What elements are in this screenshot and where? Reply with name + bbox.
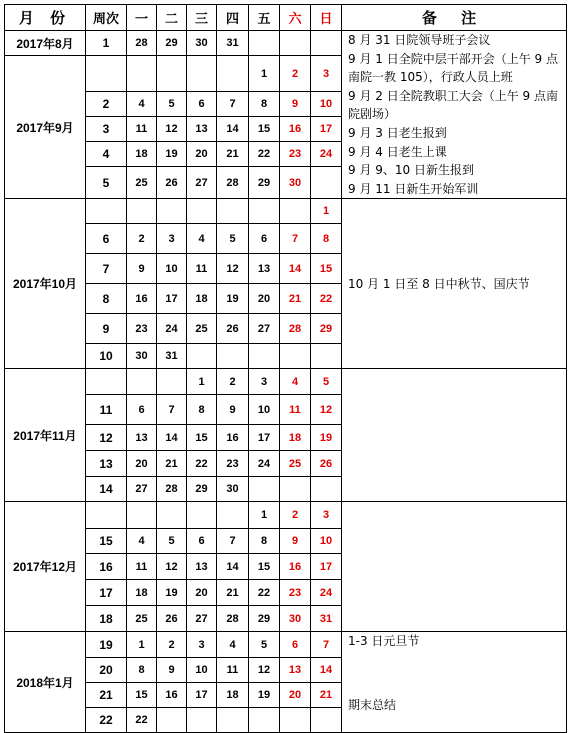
- header-sun: 日: [311, 5, 342, 31]
- week-number: 1: [86, 31, 127, 56]
- day-cell-sat: 9: [280, 92, 311, 117]
- note-line: 9 月 3 日老生报到: [348, 125, 447, 140]
- day-cell-fri: [249, 344, 280, 369]
- week-number: 16: [86, 554, 127, 580]
- day-cell-sat: [280, 477, 311, 502]
- day-cell-sat: 14: [280, 254, 311, 284]
- day-cell-fri: 10: [249, 395, 280, 425]
- notes-cell: [342, 632, 567, 733]
- day-cell-mon: 8: [127, 658, 157, 683]
- day-cell-wed: [187, 708, 217, 733]
- day-cell-wed: 20: [187, 142, 217, 167]
- day-cell-sat: 4: [280, 369, 311, 395]
- header-thu: 四: [217, 5, 249, 31]
- note-line: 8 月 31 日院领导班子会议: [348, 33, 491, 47]
- header-tue: 二: [157, 5, 187, 31]
- day-cell-mon: 15: [127, 683, 157, 708]
- day-cell-fri: 15: [249, 117, 280, 142]
- day-cell-sun: 3: [311, 502, 342, 529]
- day-cell-fri: 22: [249, 142, 280, 167]
- day-cell-wed: 3: [187, 632, 217, 658]
- week-number: 9: [86, 314, 127, 344]
- day-cell-wed: 30: [187, 31, 217, 56]
- day-cell-thu: 28: [217, 606, 249, 632]
- day-cell-thu: 18: [217, 683, 249, 708]
- day-cell-thu: 21: [217, 580, 249, 606]
- day-cell-thu: 2: [217, 369, 249, 395]
- day-cell-mon: 28: [127, 31, 157, 56]
- day-cell-fri: [249, 708, 280, 733]
- day-cell-sat: 7: [280, 224, 311, 254]
- day-cell-sun: 24: [311, 142, 342, 167]
- day-cell-sat: 20: [280, 683, 311, 708]
- week-number: 10: [86, 344, 127, 369]
- day-cell-thu: [217, 56, 249, 92]
- day-cell-sat: 11: [280, 395, 311, 425]
- day-cell-tue: 7: [157, 395, 187, 425]
- day-cell-tue: 12: [157, 554, 187, 580]
- day-cell-thu: 7: [217, 529, 249, 554]
- week-row: [5, 502, 567, 529]
- day-cell-fri: 1: [249, 502, 280, 529]
- day-cell-thu: 14: [217, 117, 249, 142]
- calendar-body: [5, 31, 567, 733]
- day-cell-fri: 8: [249, 529, 280, 554]
- note-line: 1-3 日元旦节: [348, 634, 420, 649]
- week-number: 17: [86, 580, 127, 606]
- note-line: 南院一教 105），行政人员上班: [348, 70, 513, 85]
- day-cell-tue: 10: [157, 254, 187, 284]
- day-cell-mon: 4: [127, 92, 157, 117]
- day-cell-wed: 6: [187, 529, 217, 554]
- day-cell-fri: 3: [249, 369, 280, 395]
- day-cell-sun: [311, 477, 342, 502]
- day-cell-fri: [249, 31, 280, 56]
- day-cell-sun: 31: [311, 606, 342, 632]
- day-cell-tue: [157, 199, 187, 224]
- day-cell-mon: 18: [127, 142, 157, 167]
- day-cell-sun: 15: [311, 254, 342, 284]
- week-number: 22: [86, 708, 127, 733]
- day-cell-fri: 13: [249, 254, 280, 284]
- day-cell-wed: 27: [187, 167, 217, 199]
- note-line: 期末总结: [348, 697, 397, 712]
- week-number: 2: [86, 92, 127, 117]
- week-number: 20: [86, 658, 127, 683]
- day-cell-sat: 2: [280, 56, 311, 92]
- day-cell-tue: [157, 502, 187, 529]
- month-label: 2017年8月: [5, 31, 86, 56]
- day-cell-mon: 27: [127, 477, 157, 502]
- note-line: 9 月 11 日新生开始军训: [348, 181, 479, 196]
- day-cell-tue: 12: [157, 117, 187, 142]
- week-number: 11: [86, 395, 127, 425]
- day-cell-sat: 21: [280, 284, 311, 314]
- week-number: 8: [86, 284, 127, 314]
- day-cell-wed: 4: [187, 224, 217, 254]
- week-number: 3: [86, 117, 127, 142]
- day-cell-mon: 11: [127, 117, 157, 142]
- day-cell-tue: [157, 56, 187, 92]
- day-cell-sat: 30: [280, 167, 311, 199]
- day-cell-tue: 9: [157, 658, 187, 683]
- day-cell-mon: 30: [127, 344, 157, 369]
- day-cell-wed: 6: [187, 92, 217, 117]
- day-cell-sun: 3: [311, 56, 342, 92]
- day-cell-mon: 9: [127, 254, 157, 284]
- day-cell-fri: 24: [249, 451, 280, 477]
- day-cell-wed: 17: [187, 683, 217, 708]
- day-cell-fri: 29: [249, 167, 280, 199]
- day-cell-wed: 11: [187, 254, 217, 284]
- note-line: 院剧场）: [348, 107, 397, 122]
- week-number: [86, 56, 127, 92]
- day-cell-sun: 17: [311, 554, 342, 580]
- day-cell-sun: 14: [311, 658, 342, 683]
- day-cell-tue: 16: [157, 683, 187, 708]
- day-cell-fri: 17: [249, 425, 280, 451]
- day-cell-tue: 28: [157, 477, 187, 502]
- header-row: [5, 5, 567, 31]
- day-cell-mon: 22: [127, 708, 157, 733]
- day-cell-wed: 13: [187, 554, 217, 580]
- school-calendar: [4, 4, 567, 733]
- notes-cell: [342, 31, 567, 199]
- day-cell-sat: 16: [280, 117, 311, 142]
- day-cell-tue: 26: [157, 167, 187, 199]
- day-cell-sat: [280, 199, 311, 224]
- week-row: [5, 31, 567, 56]
- day-cell-tue: 5: [157, 529, 187, 554]
- day-cell-sun: 5: [311, 369, 342, 395]
- day-cell-sat: [280, 344, 311, 369]
- day-cell-sat: 25: [280, 451, 311, 477]
- day-cell-fri: 29: [249, 606, 280, 632]
- day-cell-sat: 2: [280, 502, 311, 529]
- day-cell-mon: 4: [127, 529, 157, 554]
- day-cell-sun: 29: [311, 314, 342, 344]
- day-cell-wed: 29: [187, 477, 217, 502]
- week-number: 12: [86, 425, 127, 451]
- day-cell-sun: 24: [311, 580, 342, 606]
- day-cell-wed: [187, 344, 217, 369]
- day-cell-wed: 22: [187, 451, 217, 477]
- day-cell-thu: 12: [217, 254, 249, 284]
- day-cell-sat: 16: [280, 554, 311, 580]
- day-cell-wed: 10: [187, 658, 217, 683]
- day-cell-sun: [311, 708, 342, 733]
- day-cell-wed: 1: [187, 369, 217, 395]
- day-cell-thu: 30: [217, 477, 249, 502]
- day-cell-tue: 19: [157, 580, 187, 606]
- day-cell-sun: 10: [311, 529, 342, 554]
- day-cell-tue: 3: [157, 224, 187, 254]
- day-cell-fri: 20: [249, 284, 280, 314]
- day-cell-thu: 4: [217, 632, 249, 658]
- week-number: 13: [86, 451, 127, 477]
- day-cell-wed: [187, 199, 217, 224]
- day-cell-tue: 19: [157, 142, 187, 167]
- day-cell-mon: 6: [127, 395, 157, 425]
- week-row: [5, 632, 567, 658]
- day-cell-thu: 19: [217, 284, 249, 314]
- week-row: [5, 369, 567, 395]
- notes-cell: [342, 369, 567, 502]
- week-number: 6: [86, 224, 127, 254]
- note-line: 9 月 2 日全院教职工大会（上午 9 点南: [348, 88, 558, 103]
- day-cell-sat: 9: [280, 529, 311, 554]
- day-cell-sun: [311, 344, 342, 369]
- day-cell-mon: 25: [127, 606, 157, 632]
- day-cell-thu: [217, 502, 249, 529]
- week-number: [86, 369, 127, 395]
- header-sat: 六: [280, 5, 311, 31]
- day-cell-sun: 26: [311, 451, 342, 477]
- day-cell-tue: 24: [157, 314, 187, 344]
- day-cell-wed: 8: [187, 395, 217, 425]
- day-cell-sat: 18: [280, 425, 311, 451]
- day-cell-wed: 25: [187, 314, 217, 344]
- day-cell-sat: 23: [280, 142, 311, 167]
- day-cell-mon: 18: [127, 580, 157, 606]
- day-cell-fri: [249, 477, 280, 502]
- day-cell-thu: [217, 199, 249, 224]
- week-number: 14: [86, 477, 127, 502]
- day-cell-fri: 8: [249, 92, 280, 117]
- header-wed: 三: [187, 5, 217, 31]
- day-cell-thu: [217, 708, 249, 733]
- header-mon: 一: [127, 5, 157, 31]
- week-number: 4: [86, 142, 127, 167]
- day-cell-tue: 5: [157, 92, 187, 117]
- day-cell-mon: 11: [127, 554, 157, 580]
- note-line: 9 月 4 日老生上课: [348, 144, 447, 159]
- day-cell-sun: [311, 31, 342, 56]
- day-cell-wed: [187, 502, 217, 529]
- month-label: 2018年1月: [5, 632, 86, 733]
- day-cell-fri: 27: [249, 314, 280, 344]
- notes-cell: [342, 502, 567, 632]
- day-cell-mon: 25: [127, 167, 157, 199]
- day-cell-thu: 9: [217, 395, 249, 425]
- notes-cell: [342, 199, 567, 369]
- week-number: [86, 199, 127, 224]
- day-cell-sun: 8: [311, 224, 342, 254]
- calendar-table: [4, 4, 567, 733]
- day-cell-tue: 2: [157, 632, 187, 658]
- week-row: [5, 199, 567, 224]
- note-line: 9 月 9、10 日新生报到: [348, 163, 474, 178]
- month-label: 2017年11月: [5, 369, 86, 502]
- day-cell-thu: 5: [217, 224, 249, 254]
- day-cell-sat: 6: [280, 632, 311, 658]
- header-month: 月 份: [5, 5, 86, 31]
- month-label: 2017年12月: [5, 502, 86, 632]
- day-cell-mon: 23: [127, 314, 157, 344]
- day-cell-thu: 16: [217, 425, 249, 451]
- day-cell-mon: 16: [127, 284, 157, 314]
- day-cell-sun: 12: [311, 395, 342, 425]
- day-cell-tue: [157, 369, 187, 395]
- day-cell-fri: 12: [249, 658, 280, 683]
- week-number: 7: [86, 254, 127, 284]
- day-cell-tue: [157, 708, 187, 733]
- week-number: 21: [86, 683, 127, 708]
- day-cell-sun: 7: [311, 632, 342, 658]
- day-cell-sat: 28: [280, 314, 311, 344]
- day-cell-sat: 13: [280, 658, 311, 683]
- day-cell-sun: 22: [311, 284, 342, 314]
- day-cell-wed: 20: [187, 580, 217, 606]
- day-cell-sun: [311, 167, 342, 199]
- day-cell-tue: 29: [157, 31, 187, 56]
- day-cell-sat: [280, 708, 311, 733]
- day-cell-wed: [187, 56, 217, 92]
- day-cell-thu: 21: [217, 142, 249, 167]
- day-cell-fri: 6: [249, 224, 280, 254]
- month-label: 2017年9月: [5, 56, 86, 199]
- header-week: 周次: [86, 5, 127, 31]
- week-number: 15: [86, 529, 127, 554]
- day-cell-sun: 17: [311, 117, 342, 142]
- day-cell-thu: 31: [217, 31, 249, 56]
- week-number: [86, 502, 127, 529]
- day-cell-tue: 21: [157, 451, 187, 477]
- day-cell-mon: [127, 199, 157, 224]
- day-cell-sun: 19: [311, 425, 342, 451]
- week-number: 5: [86, 167, 127, 199]
- day-cell-mon: [127, 56, 157, 92]
- day-cell-fri: 15: [249, 554, 280, 580]
- day-cell-wed: 27: [187, 606, 217, 632]
- day-cell-fri: 1: [249, 56, 280, 92]
- day-cell-fri: 19: [249, 683, 280, 708]
- day-cell-wed: 18: [187, 284, 217, 314]
- day-cell-tue: 17: [157, 284, 187, 314]
- month-label: 2017年10月: [5, 199, 86, 369]
- header-notes: 备 注: [342, 5, 567, 31]
- day-cell-tue: 14: [157, 425, 187, 451]
- note-line: 9 月 1 日全院中层干部开会（上午 9 点: [348, 51, 558, 66]
- day-cell-thu: 11: [217, 658, 249, 683]
- day-cell-mon: 13: [127, 425, 157, 451]
- day-cell-tue: 31: [157, 344, 187, 369]
- day-cell-mon: [127, 502, 157, 529]
- day-cell-mon: [127, 369, 157, 395]
- day-cell-thu: 23: [217, 451, 249, 477]
- day-cell-mon: 1: [127, 632, 157, 658]
- day-cell-thu: 14: [217, 554, 249, 580]
- day-cell-mon: 20: [127, 451, 157, 477]
- day-cell-sat: 30: [280, 606, 311, 632]
- header-fri: 五: [249, 5, 280, 31]
- day-cell-wed: 13: [187, 117, 217, 142]
- day-cell-sun: 10: [311, 92, 342, 117]
- day-cell-sat: [280, 31, 311, 56]
- week-number: 19: [86, 632, 127, 658]
- day-cell-sun: 1: [311, 199, 342, 224]
- day-cell-fri: 5: [249, 632, 280, 658]
- day-cell-thu: 7: [217, 92, 249, 117]
- day-cell-mon: 2: [127, 224, 157, 254]
- day-cell-thu: 26: [217, 314, 249, 344]
- note-line: 10 月 1 日至 8 日中秋节、国庆节: [348, 276, 530, 291]
- day-cell-fri: 22: [249, 580, 280, 606]
- day-cell-sun: 21: [311, 683, 342, 708]
- day-cell-tue: 26: [157, 606, 187, 632]
- day-cell-fri: [249, 199, 280, 224]
- day-cell-sat: 23: [280, 580, 311, 606]
- day-cell-thu: [217, 344, 249, 369]
- week-number: 18: [86, 606, 127, 632]
- day-cell-thu: 28: [217, 167, 249, 199]
- day-cell-wed: 15: [187, 425, 217, 451]
